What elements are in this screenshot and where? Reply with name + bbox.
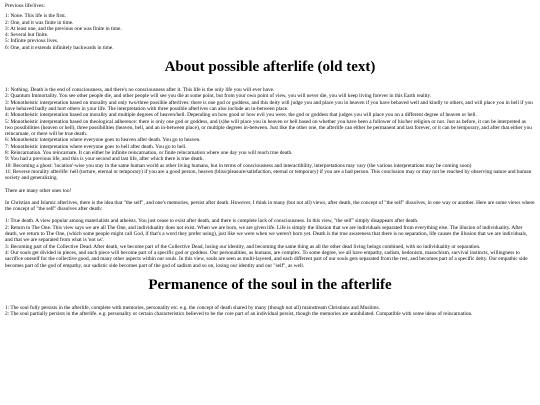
list-item: 1: True death. A view popular among materialists and atheists. You just cease to exist after death, and there is complete lack of consciousness. In this view, "the self" simply disappears after death. — [5, 218, 419, 225]
list-item: 10: Becoming a ghost: 'location'-wise you stay in the same human world as other living humans, but in terms of consciousness and interactibility, interpretations may vary (the various interpretations may be coming soon) — [5, 162, 472, 169]
prev-lives-heading: Previous life/lives: — [5, 3, 45, 9]
self-intro: In Christian and Islamic afterlives, there is the idea that "the self", and one's memories, persist after death. However, I think in many (but not all) views, after death, the concept of "the self" dissolves, in one way or another. Here are some views where the concept of "the self" dissolves after death: — [5, 199, 535, 213]
afterlife-title: About possible afterlife (old text) — [164, 59, 376, 76]
list-item: 6: One, and it extends infinitely backwards in time. — [5, 44, 114, 51]
permanence-title: Permanence of the soul in the afterlife — [148, 276, 392, 293]
list-item: 4: Monotheistic interpretation based on morality and multiple degrees of heaven/hell. Depending on how good or how evil you were, the god or goddess that judges you will place you on a different degree of heaven or hell. — [5, 112, 477, 119]
prev-lives-list — [5, 13, 535, 51]
afterlife-list — [5, 87, 535, 181]
list-item: 5: Infinite previous lives. — [5, 38, 59, 45]
list-item: 2: Return to The One. This view says we are all The One, and individuality does not exist. When we are born, we are given life. Life is simply the illusion that we are individuals separated from everything else. The illusion of individuality. After death, we return to The One, (which some people might call God, if that's a word they prefer using), just like we were when we weren't born yet. Death is the true awareness that there is no separation, life causes the illusion that we are individuals, and that we are separated from what is 'not us'. — [5, 224, 528, 244]
list-item: 1: Nothing. Death is the end of consciousness, and there's no consciousness after it. This life is the only life you will ever have. — [5, 87, 275, 94]
list-item: 4: Our souls get divided in pieces, and each piece will become part of a specific god or goddess. Our personalities, as humans, are complex. To some degree, we all have empathy, sadism, hedonism, masochism, survival instincts, willingness to sacrifice oneself for the collective good, and many other aspects within our souls. In this view, souls are seen as multi-layered, and each different part of our souls gets separated from the rest, and becomes part of a specific deity. Our empathic side becomes part of the god of empathy, our sadistic side becomes part of the god of sadism and so on, losing our identity and our "self", as well. — [5, 249, 528, 269]
list-item: 5: Monotheistic interpretation based on theological adherence: there is only one god or goddess, and (s)he will place you in heaven or hell based on whether you have been a follower of his/her religion or not. Just as before, it can be interpreted as two possibilities (heaven or hell), three possibilities (heaven, hell, and an in-between place), or multiple degrees in-between. Just like the other one, the afterlife can either be permanent and last forever, or it can be temporary, and after that either you reincarnate, or there will be true death. — [5, 118, 532, 138]
list-item: 8: Reincarnation. You reincarnate. It can either be infinite reincarnation, or finite reincarnation where one day you will reach true death. — [5, 150, 293, 157]
list-item: 11: Reverse morality afterlife: hell (torture, eternal or temporary) if you are a good person, heaven (bliss/pleasure/satisfaction, eternal or temporary) if you are a bad person. This conclusion may or may not be reached by observing nature and human society and generalizing. — [5, 168, 532, 182]
list-item: 7: Monotheistic interpretation where everyone goes to hell after death. You go to hell. — [5, 143, 187, 150]
list-item: 2: One, and it was finite in time. — [5, 19, 74, 26]
list-item: 6: Monotheistic interpretation where everyone goes to heaven after death. You go to heaven. — [5, 137, 201, 144]
list-item: 1: The soul fully persists in the afterlife, complete with memories, personality etc. e.g. the concept of death shared by many (though not all) mainstream Christians and Muslims. — [5, 304, 380, 311]
list-item: 3: At least one, and the previous one was finite in time. — [5, 25, 122, 32]
list-item: 3: Becoming part of the Collective Dead. After death, we become part of the Collective Dead, losing our identity, and becoming the same thing as all the other dead living beings combined, with no individuality or separation. — [5, 243, 481, 250]
list-item: 2: Quantum Immortality. You see other people die, and other people will see you die at some point, but from your own point of view, you will never die, you will keep living forever in this Earth reality. — [5, 93, 432, 100]
permanence-list — [5, 305, 535, 318]
more-note: There are many other ones too! — [5, 187, 72, 194]
list-item: 4: Several but finite. — [5, 32, 49, 39]
list-item: 2: The soul partially persists in the afterlife. e.g. personality or certain characteristics believed to be the core part of an individual persist, though the memories are annihilated. Compatible with some ideas of reincarnation. — [5, 311, 473, 318]
list-item: 9: You had a previous life, and this is your second and last life, after which there is true death. — [5, 156, 204, 163]
list-item: 3: Monotheistic interpretation based on morality and only two/three possible afterlives: there is one god or goddess, and this deity will judge you and place you in heaven if you have behaved well and kindly to others, and will place you in hell if you have behaved badly and hurt others in your life. The interpretation with three possible afterlives can also include an in-between place. — [5, 99, 533, 112]
list-item: 1: None. This life is the first. — [5, 13, 67, 20]
self-list — [5, 218, 535, 268]
